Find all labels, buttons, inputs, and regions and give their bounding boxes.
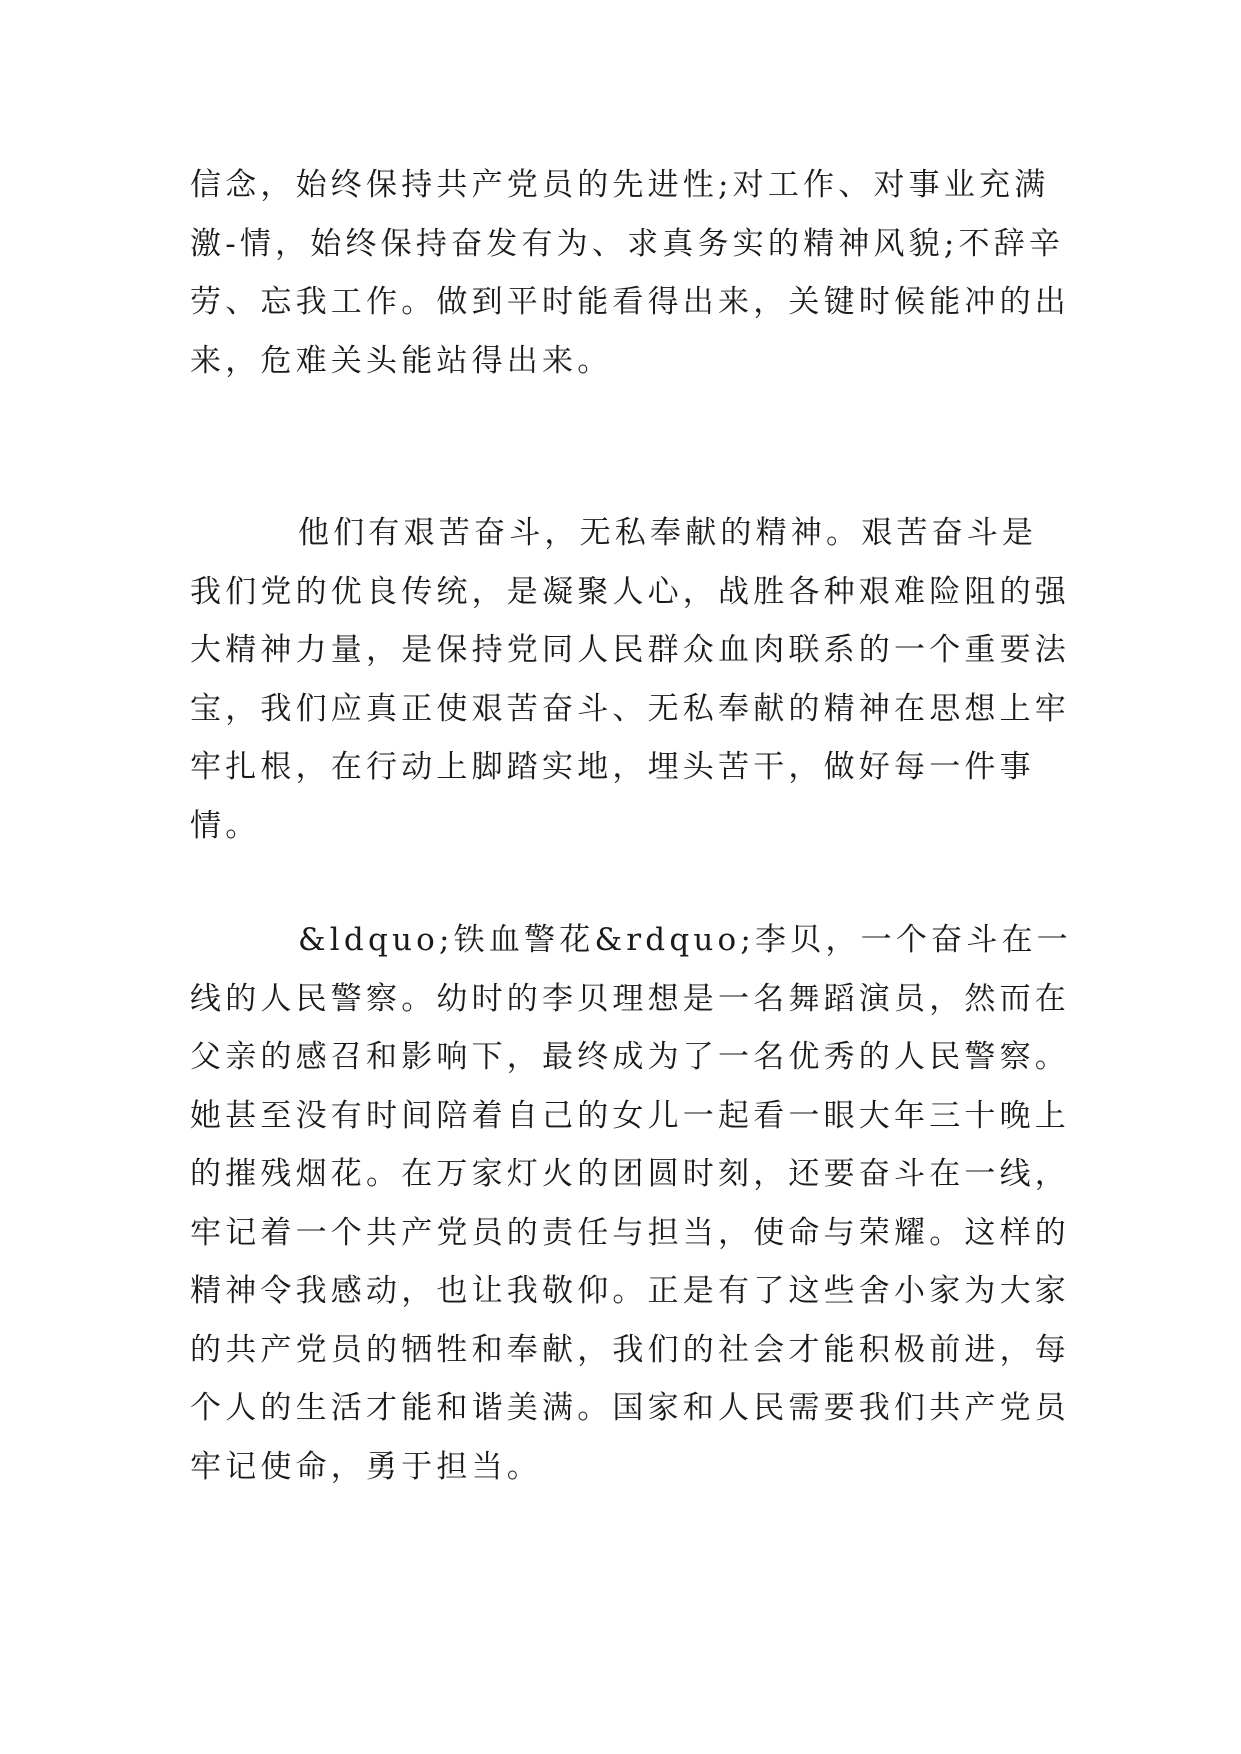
paragraph-hard-work-dedication: 他们有艰苦奋斗，无私奉献的精神。艰苦奋斗是我们党的优良传统，是凝聚人心，战胜各种艰难险阻的强大精神力量，是保持党同人民群众血肉联系的一个重要法宝，我们应真正使艰苦奋斗、无私奉献的精神在思想上牢牢扎根，在行动上脚踏实地，埋头苦干，做好每一件事情。 — [190, 515, 1070, 844]
paragraph-party-beliefs: 信念，始终保持共产党员的先进性;对工作、对事业充满激-情，始终保持奋发有为、求真务实的精神风貌;不辞辛劳、忘我工作。做到平时能看得出来，关键时候能冲的出来，危难关头能站得出来。 — [190, 167, 1070, 379]
paragraph-police-li-bei: &ldquo;铁血警花&rdquo;李贝，一个奋斗在一线的人民警察。幼时的李贝理想是一名舞蹈演员，然而在父亲的感召和影响下，最终成为了一名优秀的人民警察。她甚至没有时间陪着自己的女儿一起看一眼大年三十晚上的摧残烟花。在万家灯火的团圆时刻，还要奋斗在一线，牢记着一个共产党员的责任与担当，使命与荣耀。这样的精神令我感动，也让我敬仰。正是有了这些舍小家为大家的共产党员的牺牲和奉献，我们的社会才能积极前进，每个人的生活才能和谐美满。国家和人民需要我们共产党员牢记使命，勇于担当。 — [190, 922, 1072, 1485]
